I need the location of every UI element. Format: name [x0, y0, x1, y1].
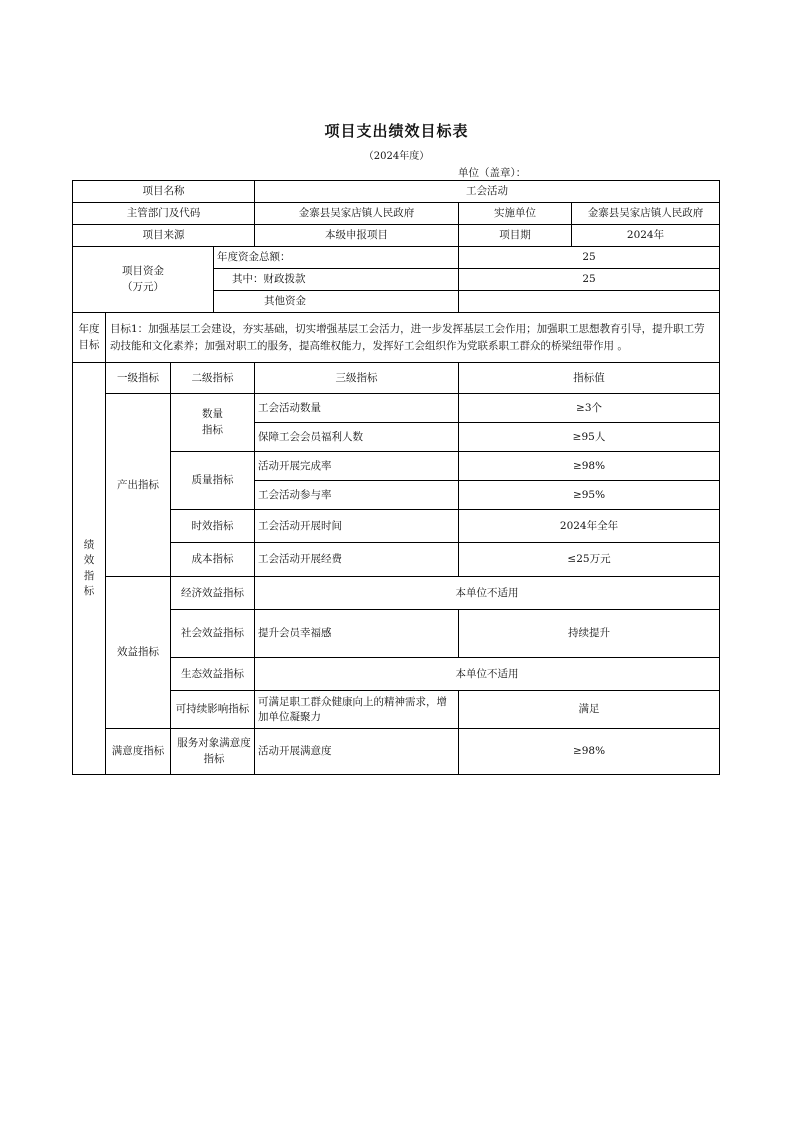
header-value: 指标值 [459, 363, 720, 394]
header-level1: 一级指标 [106, 363, 171, 394]
ecological-indicator-label: 生态效益指标 [171, 658, 255, 691]
row-project-name [73, 181, 720, 203]
quality-indicator-label: 质量指标 [171, 452, 255, 510]
service-satisfaction-label [171, 729, 255, 775]
period-value: 2024年 [572, 225, 720, 247]
row-sustain-a [73, 691, 720, 710]
project-name-value: 工会活动 [255, 181, 720, 203]
other-funds-value [459, 291, 720, 313]
indicator-value: 持续提升 [459, 610, 720, 658]
row-ecological [73, 658, 720, 691]
row-timeliness [73, 510, 720, 543]
header-level3: 三级指标 [255, 363, 459, 394]
indicator-name: 保障工会会员福利人数 [255, 423, 459, 452]
dept-value: 金寨县吴家店镇人民政府 [255, 203, 459, 225]
row-indicator-header [73, 363, 720, 394]
indicator-name: 可满足职工群众健康向上的精神需求，增加单位凝聚力 [255, 691, 459, 729]
indicator-name: 提升会员幸福感 [255, 610, 459, 658]
total-funds-value: 25 [459, 247, 720, 269]
indicator-value: ≥3个 [459, 394, 720, 423]
benefit-indicator-label: 效益指标 [106, 577, 171, 729]
indicator-value: 本单位不适用 [255, 577, 720, 610]
output-indicator-label: 产出指标 [106, 394, 171, 577]
indicator-name: 活动开展完成率 [255, 452, 459, 481]
indicator-value: ≥95人 [459, 423, 720, 452]
impl-unit-label: 实施单位 [459, 203, 572, 225]
row-funds-total [73, 247, 720, 269]
indicator-value: ≥98% [459, 452, 720, 481]
dept-label: 主管部门及代码 [73, 203, 255, 225]
indicators-section-text: 绩效指标 [83, 539, 95, 597]
annual-goal-label-text: 年度目标 [78, 322, 100, 351]
annual-goal-text: 目标1：加强基层工会建设，夯实基础，切实增强基层工会活力，进一步发挥基层工会作用；加强职工思想教育引导，提升职工劳动技能和文化素养；加强对职工的服务，提高维权能力，发挥好工会组织作为党联系职工群众的桥梁纽带作用 。 [106, 313, 720, 363]
indicator-value: ≥95% [459, 481, 720, 510]
row-source [73, 225, 720, 247]
indicator-value: 本单位不适用 [255, 658, 720, 691]
row-annual-goal [73, 313, 720, 363]
quantity-indicator-text: 数量指标 [202, 408, 223, 436]
impl-unit-value: 金寨县吴家店镇人民政府 [572, 203, 720, 225]
funds-label [73, 247, 214, 313]
performance-table [72, 180, 720, 775]
indicators-section-label [73, 363, 106, 775]
year-note: （2024年度） [363, 151, 430, 162]
unit-label: 单位（盖章）： [458, 167, 527, 179]
indicator-name: 工会活动开展时间 [255, 510, 459, 543]
source-label: 项目来源 [73, 225, 255, 247]
timeliness-indicator-label: 时效指标 [171, 510, 255, 543]
cost-indicator-label: 成本指标 [171, 543, 255, 577]
total-funds-label: 年度资金总额： [214, 247, 459, 269]
annual-goal-label [73, 313, 106, 363]
indicator-value: 满足 [459, 691, 720, 729]
row-cost [73, 543, 720, 577]
other-funds-label: 其他资金 [214, 291, 459, 313]
service-satisfaction-text: 服务对象满意度指标 [177, 737, 251, 765]
header-level2: 二级指标 [171, 363, 255, 394]
indicator-name: 工会活动参与率 [255, 481, 459, 510]
indicator-value: 2024年全年 [459, 510, 720, 543]
social-indicator-label: 社会效益指标 [171, 610, 255, 658]
satisfaction-indicator-label: 满意度指标 [106, 729, 171, 775]
row-economic [73, 577, 720, 610]
funds-label-text: 项目资金（万元） [122, 264, 164, 293]
project-name-label: 项目名称 [73, 181, 255, 203]
indicator-name: 活动开展满意度 [255, 729, 459, 775]
period-label: 项目期 [459, 225, 572, 247]
indicator-value: ≤25万元 [459, 543, 720, 577]
indicator-name: 工会活动开展经费 [255, 543, 459, 577]
economic-indicator-label: 经济效益指标 [171, 577, 255, 610]
row-dept [73, 203, 720, 225]
row-social-a [73, 610, 720, 634]
row-quantity-1 [73, 394, 720, 423]
indicator-value: ≥98% [459, 729, 720, 775]
sustain-indicator-label: 可持续影响指标 [171, 691, 255, 729]
indicator-name: 工会活动数量 [255, 394, 459, 423]
source-value: 本级申报项目 [255, 225, 459, 247]
document-title: 项目支出绩效目标表 [324, 122, 469, 140]
row-satisfaction [73, 729, 720, 775]
row-quality-1 [73, 452, 720, 481]
fiscal-funds-value: 25 [459, 269, 720, 291]
quantity-indicator-label [171, 394, 255, 452]
fiscal-funds-label: 其中：财政拨款 [214, 269, 459, 291]
